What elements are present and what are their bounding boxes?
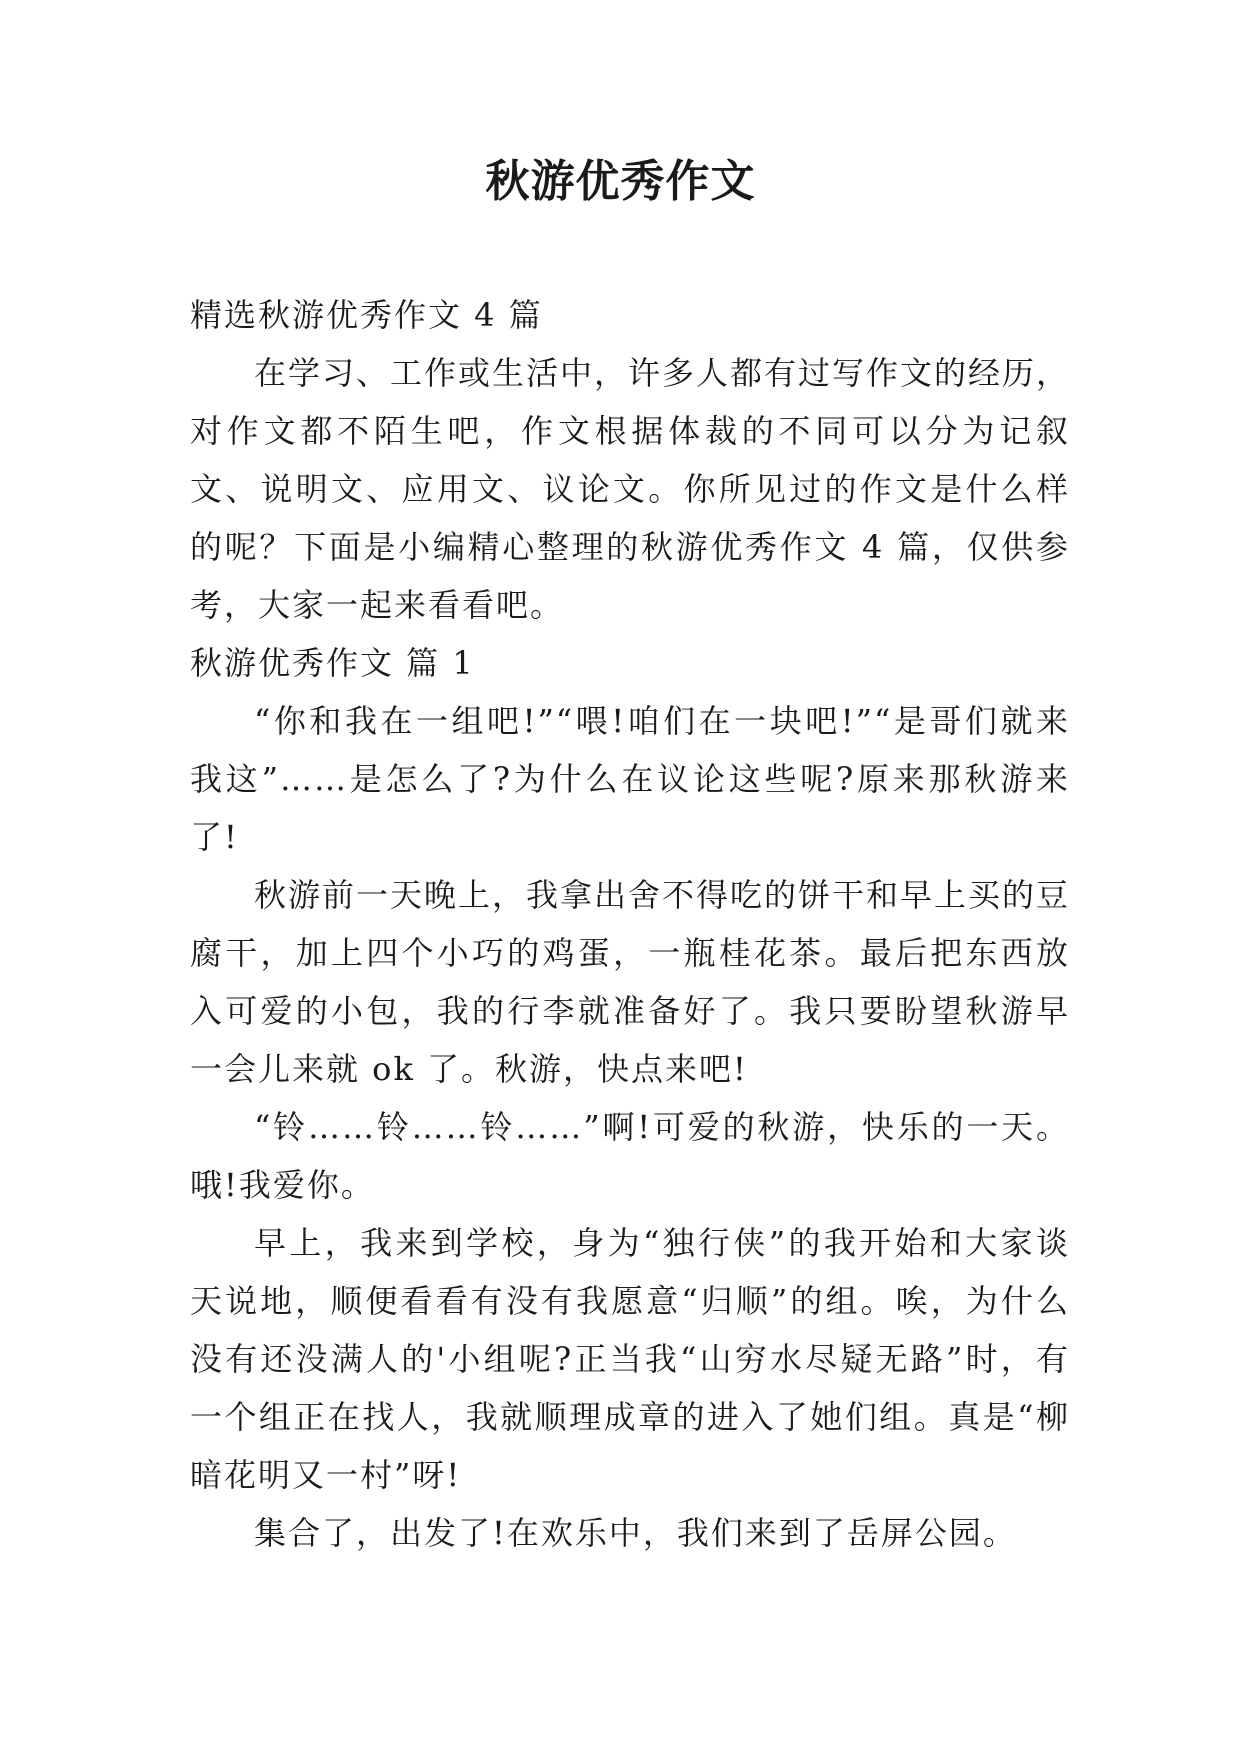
body-paragraph: 集合了，出发了!在欢乐中，我们来到了岳屏公园。 [254,1514,1017,1552]
intro-paragraph: 在学习、工作或生活中，许多人都有过写作文的经历，对作文都不陌生吧，作文根据体裁的不同可以分为记叙文、说明文、应用文、议论文。你所见过的作文是什么样的呢？下面是小编精心整理的秋游优秀作文 4 篇，仅供参考，大家一起来看看吧。 [190,354,1071,624]
body-paragraph: 早上，我来到学校，身为“独行侠”的我开始和大家谈天说地，顺便看看有没有我愿意“归顺”的组。唉，为什么没有还没满人的'小组呢?正当我“山穷水尽疑无路”时，有一个组正在找人，我就顺理成章的进入了她们组。真是“柳暗花明又一村”呀! [190,1224,1070,1494]
body-paragraph: “你和我在一组吧!”“喂!咱们在一块吧!”“是哥们就来我这”……是怎么了?为什么在议论这些呢?原来那秋游来了! [190,702,1070,856]
document-body [190,286,1070,1562]
document-title: 秋游优秀作文 [485,156,756,207]
document-subtitle: 精选秋游优秀作文 4 篇 [190,296,543,334]
body-paragraph: 秋游前一天晚上，我拿出舍不得吃的饼干和早上买的豆腐干，加上四个小巧的鸡蛋，一瓶桂花茶。最后把东西放入可爱的小包，我的行李就准备好了。我只要盼望秋游早一会儿来就 ok 了。秋游，快点来吧! [190,876,1071,1088]
body-paragraph: “铃……铃……铃……”啊!可爱的秋游，快乐的一天。哦!我爱你。 [190,1108,1070,1204]
section-heading: 秋游优秀作文 篇 1 [190,644,475,682]
